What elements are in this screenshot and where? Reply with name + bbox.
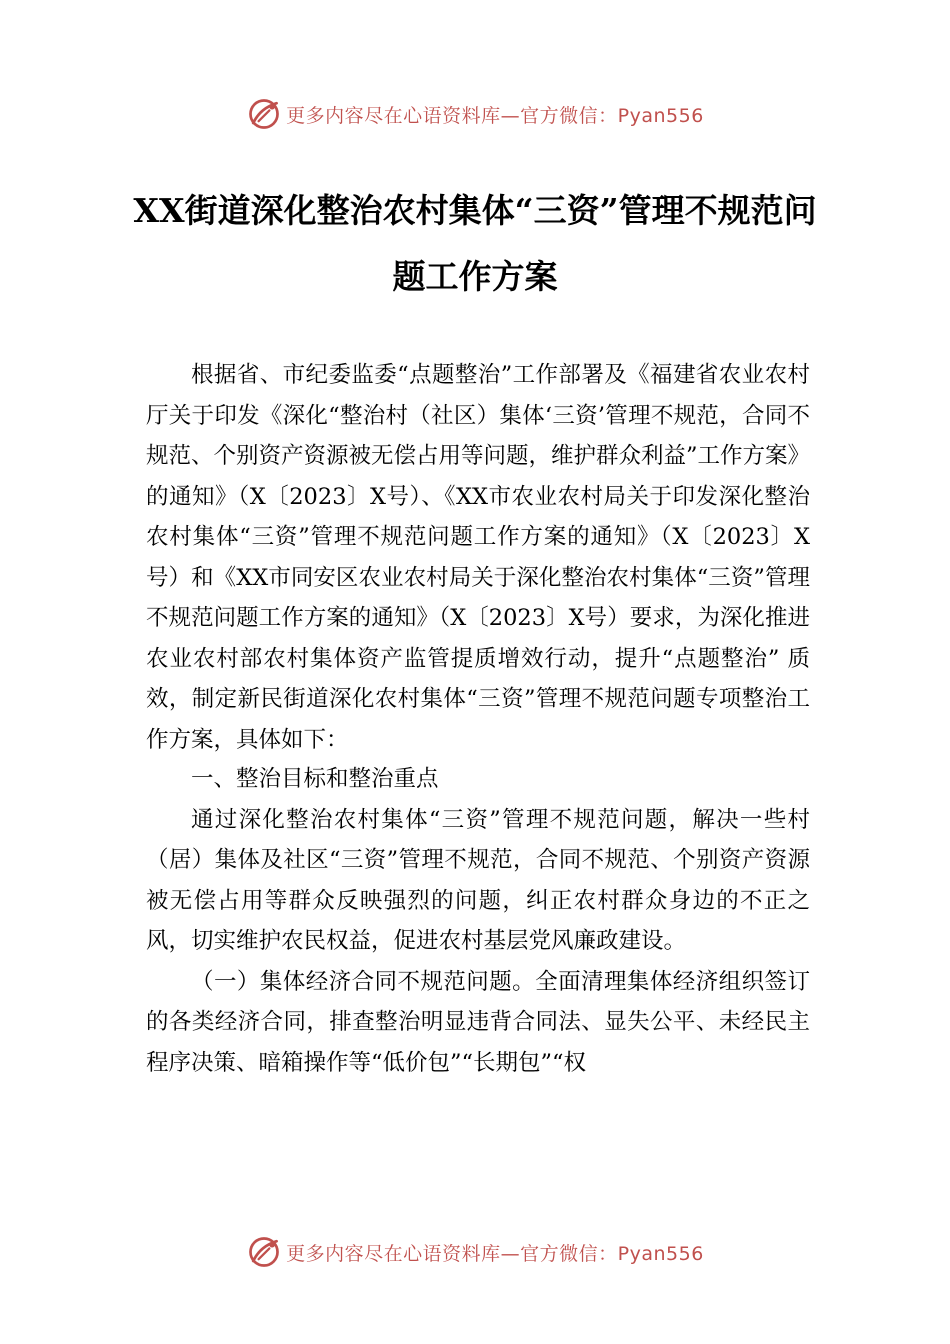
footer-banner [0, 1232, 950, 1272]
logo-icon [246, 96, 282, 132]
banner-suffix: —官方微信：Pyan556 [500, 104, 704, 127]
logo-icon [246, 1234, 282, 1270]
banner-brand: 更多内容尽在心语资料库 [286, 104, 501, 127]
header-banner [0, 94, 950, 134]
banner-suffix: —官方微信：Pyan556 [500, 1242, 704, 1265]
document-body [146, 355, 810, 1083]
paragraph: （一）集体经济合同不规范问题。全面清理集体经济组织签订的各类经济合同，排查整治明显违背合同法、显失公平、未经民主程序决策、暗箱操作等“低价包”“长期包”“权 [146, 968, 810, 1076]
document-title: XX街道深化整治农村集体“三资”管理不规范问题工作方案 [133, 191, 817, 296]
banner-brand: 更多内容尽在心语资料库 [286, 1242, 501, 1265]
section-heading: 一、整治目标和整治重点 [191, 766, 439, 792]
paragraph: 根据省、市纪委监委“点题整治”工作部署及《福建省农业农村厅关于印发《深化“整治村（社区）集体‘三资’管理不规范，合同不规范、个别资产资源被无偿占用等问题，维护群众利益”工作方案》的通知》（X〔2023〕X号）、《XX市农业农村局关于印发深化整治农村集体“三资”管理不规范问题工作方案的通知》（X〔2023〕X号）和《XX市同安区农业农村局关于深化整治农村集体“三资”管理不规范问题工作方案的通知》（X〔2023〕X号）要求，为深化推进农业农村部农村集体资产监管提质增效行动，提升“点题整治” 质效，制定新民街道深化农村集体“三资”管理不规范问题专项整治工作方案，具体如下： [146, 362, 811, 753]
paragraph: 通过深化整治农村集体“三资”管理不规范问题，解决一些村（居）集体及社区“三资”管理不规范，合同不规范、个别资产资源被无偿占用等群众反映强烈的问题，纠正农村群众身边的不正之风，切实维护农民权益，促进农村基层党风廉政建设。 [146, 806, 810, 954]
